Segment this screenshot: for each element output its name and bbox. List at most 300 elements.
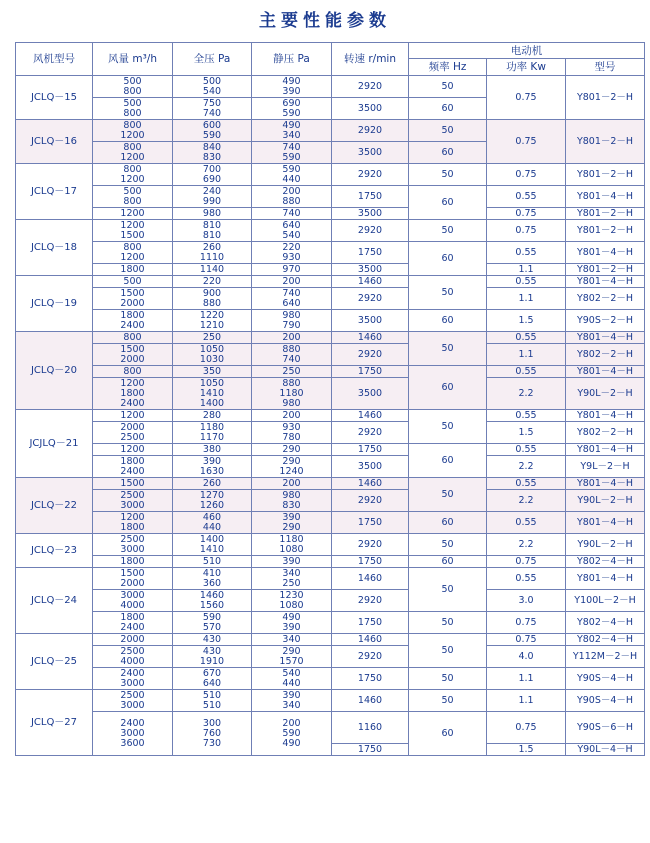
static-pressure [252, 410, 332, 422]
airflow [93, 186, 173, 208]
motor-type: Y802－2－H [566, 422, 645, 444]
speed: 2920 [332, 422, 409, 444]
airflow-value: 800 [123, 85, 142, 97]
airflow-value: 4000 [120, 655, 145, 667]
static-pressure-value: 290 [282, 521, 301, 533]
static-pressure [252, 288, 332, 310]
static-pressure-value: 540 [282, 667, 301, 679]
static-pressure [252, 534, 332, 556]
static-pressure [252, 568, 332, 590]
speed: 2920 [332, 120, 409, 142]
total-pressure-value: 380 [202, 443, 222, 455]
table-row [16, 690, 645, 712]
total-pressure-value: 300 [202, 717, 222, 729]
total-pressure-value: 500 [202, 75, 222, 87]
total-pressure-value: 460 [202, 511, 222, 523]
total-pressure-value: 1410 [199, 543, 225, 555]
airflow-value: 1200 [120, 409, 145, 421]
table-row [16, 310, 645, 332]
table-row [16, 612, 645, 634]
header-motor: 电动机 [409, 43, 645, 59]
fan-model: JCLQ－19 [16, 276, 93, 332]
motor-type: Y90L－2－H [566, 378, 645, 410]
static-pressure-value: 640 [282, 219, 301, 231]
table-row [16, 410, 645, 422]
airflow-value: 2500 [120, 533, 145, 545]
fan-model: JCLQ－16 [16, 120, 93, 164]
table-row [16, 456, 645, 478]
airflow [93, 646, 173, 668]
motor-type: Y802－4－H [566, 556, 645, 568]
static-pressure-value: 200 [282, 477, 301, 489]
airflow-value: 800 [123, 331, 142, 343]
airflow-value: 1200 [120, 251, 145, 263]
airflow [93, 490, 173, 512]
frequency: 60 [409, 310, 487, 332]
static-pressure-value: 200 [282, 185, 301, 197]
static-pressure [252, 690, 332, 712]
airflow-value: 1800 [120, 309, 145, 321]
airflow [93, 410, 173, 422]
airflow-value: 2400 [120, 717, 145, 729]
table-row [16, 512, 645, 534]
airflow-value: 1200 [120, 443, 145, 455]
fan-model: JCLQ－15 [16, 76, 93, 120]
total-pressure-value: 1110 [199, 251, 225, 263]
static-pressure-value: 490 [282, 119, 301, 131]
table-row [16, 242, 645, 264]
static-pressure-value: 250 [282, 577, 301, 589]
table-row [16, 556, 645, 568]
airflow-value: 3000 [120, 499, 145, 511]
static-pressure-value: 640 [282, 297, 301, 309]
static-pressure-value: 390 [282, 621, 301, 633]
table-row [16, 646, 645, 668]
motor-type: Y801－2－H [566, 208, 645, 220]
motor-power: 0.75 [487, 208, 566, 220]
static-pressure [252, 590, 332, 612]
speed: 3500 [332, 208, 409, 220]
speed: 3500 [332, 456, 409, 478]
frequency: 50 [409, 332, 487, 366]
table-row [16, 164, 645, 186]
total-pressure [173, 288, 252, 310]
airflow [93, 378, 173, 410]
motor-power: 1.1 [487, 668, 566, 690]
static-pressure [252, 276, 332, 288]
static-pressure [252, 478, 332, 490]
static-pressure-value: 930 [282, 421, 301, 433]
static-pressure [252, 366, 332, 378]
airflow-value: 3600 [120, 737, 145, 749]
total-pressure [173, 690, 252, 712]
total-pressure-value: 1410 [199, 387, 225, 399]
static-pressure-value: 780 [282, 431, 301, 443]
total-pressure [173, 264, 252, 276]
static-pressure [252, 422, 332, 444]
airflow-value: 2000 [120, 577, 145, 589]
airflow-value: 800 [123, 163, 142, 175]
static-pressure-value: 1240 [279, 465, 304, 477]
motor-type: Y90S－6－H [566, 712, 645, 744]
airflow-value: 4000 [120, 599, 145, 611]
total-pressure [173, 490, 252, 512]
static-pressure [252, 264, 332, 276]
airflow-value: 3000 [120, 727, 145, 739]
motor-type: Y801－4－H [566, 568, 645, 590]
total-pressure [173, 98, 252, 120]
frequency: 60 [409, 712, 487, 756]
static-pressure-value: 980 [282, 397, 301, 409]
total-pressure-value: 510 [202, 689, 222, 701]
speed: 2920 [332, 288, 409, 310]
speed: 1460 [332, 568, 409, 590]
airflow-value: 2400 [120, 667, 145, 679]
static-pressure [252, 76, 332, 98]
frequency: 60 [409, 242, 487, 276]
static-pressure-value: 290 [282, 455, 301, 467]
total-pressure-value: 1630 [199, 465, 225, 477]
static-pressure [252, 344, 332, 366]
airflow-value: 2500 [120, 645, 145, 657]
total-pressure-value: 280 [202, 409, 222, 421]
motor-type: Y802－4－H [566, 634, 645, 646]
airflow [93, 264, 173, 276]
static-pressure [252, 120, 332, 142]
speed: 1160 [332, 712, 409, 744]
total-pressure [173, 208, 252, 220]
airflow-value: 1800 [120, 611, 145, 623]
total-pressure [173, 366, 252, 378]
static-pressure [252, 310, 332, 332]
total-pressure-value: 810 [202, 229, 222, 241]
speed: 1750 [332, 186, 409, 208]
frequency: 50 [409, 164, 487, 186]
total-pressure-value: 220 [202, 275, 222, 287]
total-pressure [173, 612, 252, 634]
motor-power: 1.1 [487, 344, 566, 366]
frequency: 50 [409, 690, 487, 712]
speed: 1460 [332, 690, 409, 712]
total-pressure [173, 332, 252, 344]
page-title: 主要性能参数 [259, 11, 391, 31]
total-pressure [173, 220, 252, 242]
speed: 1460 [332, 332, 409, 344]
airflow-value: 800 [123, 141, 142, 153]
total-pressure-value: 900 [202, 287, 222, 299]
speed: 3500 [332, 310, 409, 332]
motor-type: Y801－2－H [566, 164, 645, 186]
airflow-value: 800 [123, 241, 142, 253]
static-pressure-value: 930 [282, 251, 301, 263]
total-pressure-value: 440 [202, 521, 222, 533]
total-pressure [173, 378, 252, 410]
total-pressure-value: 540 [202, 85, 222, 97]
static-pressure-value: 980 [282, 489, 301, 501]
airflow-value: 1800 [120, 521, 145, 533]
airflow-value: 1800 [120, 455, 145, 467]
total-pressure-value: 810 [202, 219, 222, 231]
static-pressure-value: 790 [282, 319, 301, 331]
total-pressure-value: 590 [202, 129, 222, 141]
total-pressure [173, 478, 252, 490]
static-pressure [252, 444, 332, 456]
total-pressure-value: 1560 [199, 599, 225, 611]
motor-type: Y801－4－H [566, 332, 645, 344]
frequency: 60 [409, 556, 487, 568]
header-motor-type: 型号 [566, 59, 645, 76]
table-row [16, 634, 645, 646]
total-pressure-value: 430 [202, 645, 222, 657]
header-frequency: 频率 Hz [409, 59, 487, 76]
total-pressure [173, 422, 252, 444]
speed: 1750 [332, 556, 409, 568]
static-pressure-value: 290 [282, 443, 301, 455]
static-pressure-value: 1180 [279, 387, 304, 399]
static-pressure-value: 690 [282, 97, 301, 109]
airflow [93, 164, 173, 186]
total-pressure-value: 670 [202, 667, 222, 679]
airflow-value: 1800 [120, 555, 145, 567]
table-row [16, 534, 645, 556]
frequency: 50 [409, 410, 487, 444]
speed: 2920 [332, 646, 409, 668]
airflow-value: 1200 [120, 151, 145, 163]
motor-type: Y112M－2－H [566, 646, 645, 668]
total-pressure-value: 840 [202, 141, 222, 153]
static-pressure-value: 390 [282, 511, 301, 523]
total-pressure-value: 1910 [199, 655, 225, 667]
total-pressure [173, 634, 252, 646]
total-pressure-value: 240 [202, 185, 222, 197]
fan-model: JCLQ－23 [16, 534, 93, 568]
static-pressure-value: 1570 [279, 655, 304, 667]
header-model: 风机型号 [16, 43, 93, 76]
speed: 1750 [332, 744, 409, 756]
motor-power: 0.55 [487, 332, 566, 344]
total-pressure-value: 360 [202, 577, 222, 589]
static-pressure [252, 712, 332, 756]
airflow [93, 690, 173, 712]
header-total-pressure: 全压 Pa [173, 43, 252, 76]
static-pressure-value: 290 [282, 645, 301, 657]
static-pressure-value: 590 [282, 151, 301, 163]
table-row [16, 712, 645, 744]
motor-type: Y801－4－H [566, 478, 645, 490]
total-pressure-value: 510 [202, 699, 222, 711]
total-pressure [173, 568, 252, 590]
motor-type: Y9L－2－H [566, 456, 645, 478]
speed: 1460 [332, 410, 409, 422]
speed: 1460 [332, 478, 409, 490]
table-row [16, 422, 645, 444]
static-pressure-value: 590 [282, 727, 301, 739]
static-pressure [252, 242, 332, 264]
static-pressure-value: 200 [282, 275, 301, 287]
static-pressure-value: 250 [282, 365, 301, 377]
total-pressure [173, 142, 252, 164]
airflow [93, 456, 173, 478]
static-pressure [252, 164, 332, 186]
airflow-value: 1800 [120, 387, 145, 399]
static-pressure-value: 340 [282, 633, 301, 645]
airflow-value: 800 [123, 119, 142, 131]
table-row [16, 444, 645, 456]
frequency: 50 [409, 668, 487, 690]
static-pressure-value: 340 [282, 129, 301, 141]
airflow-value: 2500 [120, 489, 145, 501]
total-pressure-value: 1050 [199, 343, 225, 355]
motor-type: Y100L－2－H [566, 590, 645, 612]
airflow-value: 1200 [120, 207, 145, 219]
header-speed: 转速 r/min [332, 43, 409, 76]
speed: 3500 [332, 142, 409, 164]
motor-type: Y801－4－H [566, 444, 645, 456]
airflow-value: 3000 [120, 589, 145, 601]
motor-type: Y801－4－H [566, 410, 645, 422]
airflow [93, 288, 173, 310]
speed: 1460 [332, 634, 409, 646]
total-pressure-value: 750 [202, 97, 222, 109]
airflow-value: 3000 [120, 543, 145, 555]
static-pressure [252, 378, 332, 410]
total-pressure [173, 186, 252, 208]
total-pressure-value: 1270 [199, 489, 225, 501]
total-pressure [173, 590, 252, 612]
total-pressure [173, 310, 252, 332]
airflow [93, 444, 173, 456]
speed: 1750 [332, 444, 409, 456]
airflow-value: 500 [123, 75, 142, 87]
airflow [93, 634, 173, 646]
motor-power: 0.75 [487, 120, 566, 164]
frequency: 50 [409, 76, 487, 98]
fan-model: JCLQ－17 [16, 164, 93, 220]
motor-power: 3.0 [487, 590, 566, 612]
airflow [93, 568, 173, 590]
airflow [93, 242, 173, 264]
total-pressure-value: 410 [202, 567, 222, 579]
total-pressure-value: 990 [202, 195, 222, 207]
total-pressure-value: 830 [202, 151, 222, 163]
static-pressure [252, 612, 332, 634]
motor-power: 0.55 [487, 242, 566, 264]
table-row [16, 120, 645, 142]
static-pressure-value: 590 [282, 163, 301, 175]
frequency: 60 [409, 444, 487, 478]
static-pressure [252, 208, 332, 220]
total-pressure-value: 260 [202, 241, 222, 253]
static-pressure [252, 512, 332, 534]
static-pressure-value: 490 [282, 75, 301, 87]
table-row [16, 264, 645, 276]
airflow-value: 2000 [120, 421, 145, 433]
airflow [93, 344, 173, 366]
motor-power: 1.1 [487, 288, 566, 310]
total-pressure [173, 164, 252, 186]
airflow [93, 120, 173, 142]
motor-power: 4.0 [487, 646, 566, 668]
motor-type: Y90S－2－H [566, 310, 645, 332]
motor-power: 2.2 [487, 534, 566, 556]
total-pressure-value: 1220 [199, 309, 225, 321]
total-pressure-value: 700 [202, 163, 222, 175]
static-pressure-value: 740 [282, 207, 301, 219]
airflow-value: 2400 [120, 397, 145, 409]
total-pressure-value: 1180 [199, 421, 225, 433]
motor-power: 0.75 [487, 164, 566, 186]
airflow [93, 612, 173, 634]
airflow-value: 800 [123, 107, 142, 119]
table-row [16, 288, 645, 310]
frequency: 50 [409, 534, 487, 556]
airflow-value: 2000 [120, 633, 145, 645]
total-pressure [173, 120, 252, 142]
airflow-value: 500 [123, 185, 142, 197]
static-pressure [252, 556, 332, 568]
airflow-value: 1500 [120, 229, 145, 241]
static-pressure [252, 186, 332, 208]
total-pressure-value: 760 [202, 727, 222, 739]
total-pressure-value: 1030 [199, 353, 225, 365]
frequency: 60 [409, 98, 487, 120]
static-pressure-value: 880 [282, 343, 301, 355]
static-pressure-value: 830 [282, 499, 301, 511]
static-pressure [252, 220, 332, 242]
total-pressure [173, 668, 252, 690]
total-pressure-value: 430 [202, 633, 222, 645]
table-row [16, 276, 645, 288]
airflow [93, 98, 173, 120]
airflow-value: 1200 [120, 173, 145, 185]
fan-model: JCLQ－24 [16, 568, 93, 634]
speed: 2920 [332, 534, 409, 556]
total-pressure-value: 730 [202, 737, 222, 749]
total-pressure-value: 1210 [199, 319, 225, 331]
total-pressure-value: 690 [202, 173, 222, 185]
frequency: 50 [409, 220, 487, 242]
motor-power: 0.55 [487, 568, 566, 590]
fan-model: JCJLQ－21 [16, 410, 93, 478]
motor-power: 2.2 [487, 378, 566, 410]
speed: 1750 [332, 242, 409, 264]
frequency: 50 [409, 120, 487, 142]
table-row [16, 332, 645, 344]
airflow [93, 512, 173, 534]
airflow [93, 478, 173, 490]
motor-power: 0.55 [487, 444, 566, 456]
total-pressure-value: 570 [202, 621, 222, 633]
airflow-value: 1200 [120, 511, 145, 523]
motor-type: Y801－4－H [566, 276, 645, 288]
speed: 2920 [332, 490, 409, 512]
airflow-value: 500 [123, 275, 142, 287]
table-row [16, 378, 645, 410]
airflow [93, 276, 173, 288]
static-pressure [252, 456, 332, 478]
airflow [93, 220, 173, 242]
airflow [93, 590, 173, 612]
airflow-value: 1500 [120, 477, 145, 489]
static-pressure-value: 740 [282, 287, 301, 299]
motor-type: Y90S－4－H [566, 668, 645, 690]
frequency: 60 [409, 142, 487, 164]
header-static-pressure: 静压 Pa [252, 43, 332, 76]
total-pressure-value: 1400 [199, 533, 225, 545]
motor-power: 1.1 [487, 690, 566, 712]
airflow-value: 800 [123, 195, 142, 207]
airflow-value: 1500 [120, 567, 145, 579]
